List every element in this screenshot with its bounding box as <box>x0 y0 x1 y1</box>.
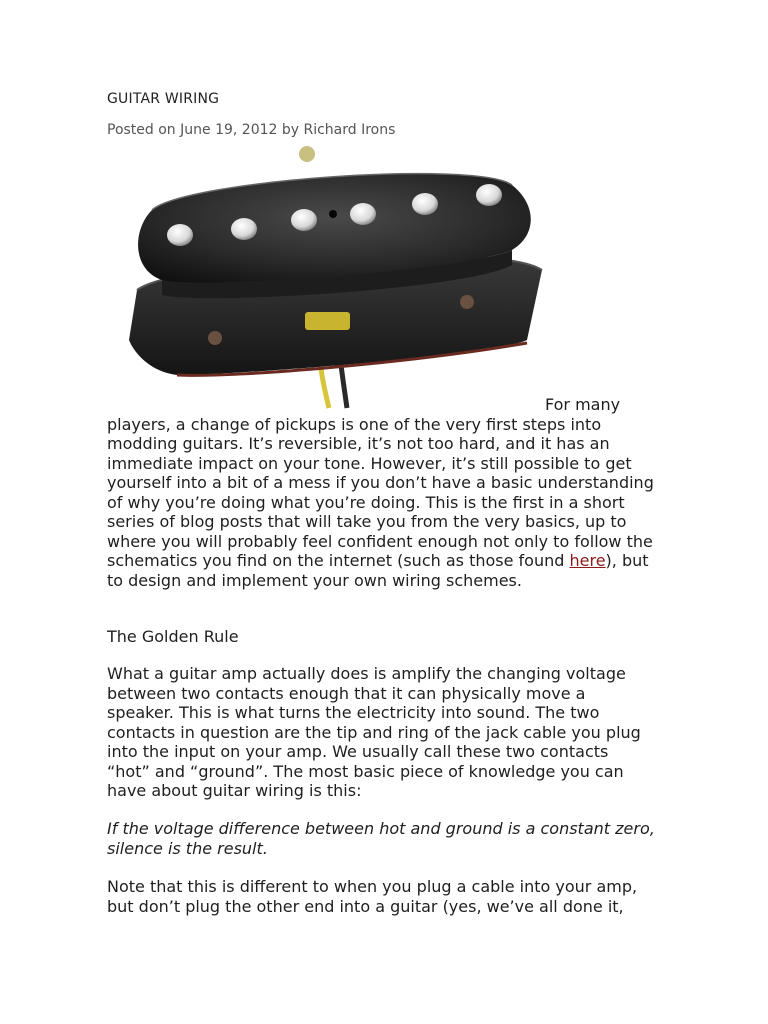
paragraph-note: Note that this is different to when you plug a cable into your amp, but don’t plug the other end into a guitar (yes, we’ve all done it, <box>107 877 638 916</box>
intro-paragraph <box>107 395 655 590</box>
intro-text: For many players, a change of pickups is one of the very first steps into modding guitars. It’s reversible, it’s not too hard, and it has an immediate impact on your tone. However, it’s still possible to get yourself into a bit of a mess if you don’t have a basic understanding of why you’re doing what you’re doing. This is the first in a short series of blog posts that will take you from the very basics, up to where you will probably feel confident enough not only to follow the schematics you find on the internet (such as those found <box>107 395 654 570</box>
golden-rule-quote: If the voltage difference between hot and ground is a constant zero, silence is the result. <box>107 819 655 858</box>
section-heading: The Golden Rule <box>107 627 239 646</box>
here-link[interactable]: here <box>569 551 606 570</box>
post-title: GUITAR WIRING <box>107 91 220 107</box>
paragraph-amp: What a guitar amp actually does is amplify the changing voltage between two contacts enough that it can physically move a speaker. This is what turns the electricity into sound. The two contacts in question are the tip and ring of the jack cable you plug into the input on your amp. We usually call these two contacts “hot” and “ground”. The most basic piece of knowledge you can have about guitar wiring is this: <box>107 664 641 800</box>
pickup-image <box>117 140 553 410</box>
intro-text-end: ), but to design and implement your own wiring schemes. <box>107 551 649 590</box>
post-meta: Posted on June 19, 2012 by Richard Irons <box>107 122 396 138</box>
